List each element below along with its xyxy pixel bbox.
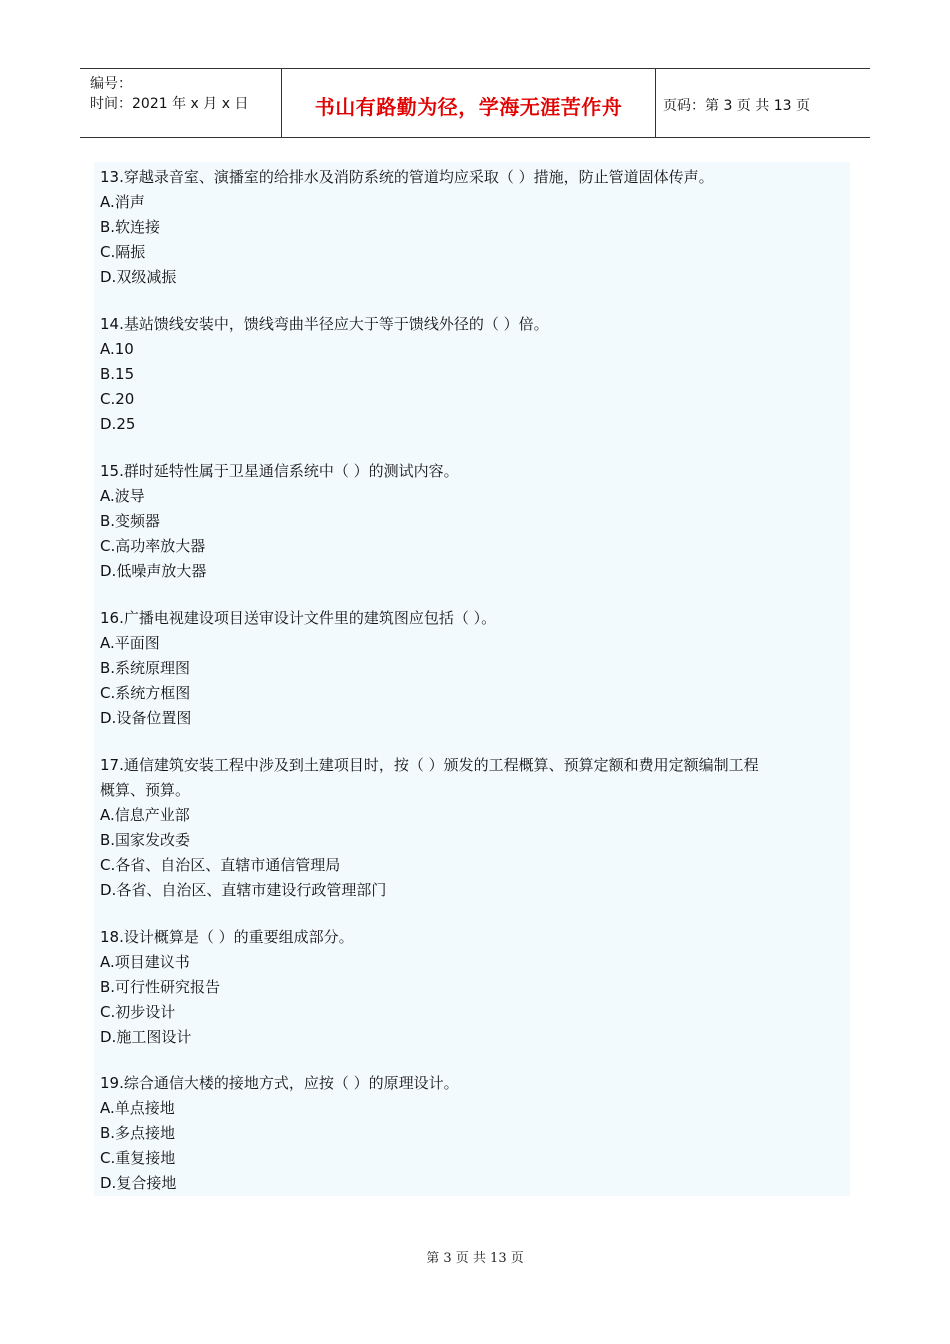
option-b: B.变频器	[100, 512, 161, 530]
option-c: C.系统方框图	[100, 684, 191, 702]
option-d: D.设备位置图	[100, 709, 192, 727]
question-list	[94, 162, 850, 1196]
question-stem: 19.综合通信大楼的接地方式，应按（ ）的原理设计。	[100, 1074, 459, 1092]
header-page-cell	[655, 69, 870, 137]
page-info: 页码：第 3 页 共 13 页	[663, 98, 810, 114]
date-label: 时间：2021 年 x 月 x 日	[90, 96, 249, 112]
question-stem: 13.穿越录音室、演播室的给排水及消防系统的管道均应采取（ ）措施，防止管道固体传声。	[100, 168, 714, 186]
option-c: C.隔振	[100, 243, 146, 261]
option-b: B.多点接地	[100, 1124, 176, 1142]
header-meta	[80, 69, 280, 137]
question-stem: 15.群时延特性属于卫星通信系统中（ ）的测试内容。	[100, 462, 459, 480]
question-17	[100, 753, 844, 903]
option-d: D.25	[100, 415, 136, 433]
option-b: B.15	[100, 365, 135, 383]
option-b: B.系统原理图	[100, 659, 191, 677]
option-a: A.单点接地	[100, 1099, 175, 1117]
question-stem: 14.基站馈线安装中，馈线弯曲半径应大于等于馈线外径的（ ）倍。	[100, 315, 549, 333]
option-d: D.低噪声放大器	[100, 562, 207, 580]
option-d: D.双级减振	[100, 268, 177, 286]
option-b: B.软连接	[100, 218, 161, 236]
question-18	[100, 925, 844, 1050]
option-a: A.10	[100, 340, 134, 358]
page-footer: 第 3 页 共 13 页	[426, 1251, 524, 1266]
option-c: C.20	[100, 390, 135, 408]
question-stem-continued: 概算、预算。	[100, 781, 191, 799]
question-14	[100, 312, 844, 437]
option-d: D.复合接地	[100, 1174, 177, 1192]
question-15	[100, 459, 844, 584]
question-16	[100, 606, 844, 731]
option-a: A.平面图	[100, 634, 160, 652]
question-stem: 18.设计概算是（ ）的重要组成部分。	[100, 928, 354, 946]
motto: 书山有路勤为径，学海无涯苦作舟	[314, 95, 623, 119]
option-b: B.可行性研究报告	[100, 978, 221, 996]
option-c: C.高功率放大器	[100, 537, 206, 555]
option-a: A.波导	[100, 487, 145, 505]
option-c: C.重复接地	[100, 1149, 176, 1167]
number-label: 编号：	[90, 76, 132, 92]
question-13	[100, 165, 844, 290]
question-stem: 17.通信建筑安装工程中涉及到土建项目时，按（ ）颁发的工程概算、预算定额和费用定额编制工程	[100, 756, 759, 774]
option-a: A.信息产业部	[100, 806, 190, 824]
option-b: B.国家发改委	[100, 831, 191, 849]
question-19	[100, 1071, 844, 1196]
option-d: D.各省、自治区、直辖市建设行政管理部门	[100, 881, 387, 899]
question-stem: 16.广播电视建设项目送审设计文件里的建筑图应包括（ ）。	[100, 609, 497, 627]
option-d: D.施工图设计	[100, 1028, 192, 1046]
header-motto-cell	[281, 69, 656, 137]
option-a: A.项目建议书	[100, 953, 190, 971]
option-c: C.初步设计	[100, 1003, 176, 1021]
option-c: C.各省、自治区、直辖市通信管理局	[100, 856, 341, 874]
option-a: A.消声	[100, 193, 145, 211]
document-header	[80, 68, 870, 138]
